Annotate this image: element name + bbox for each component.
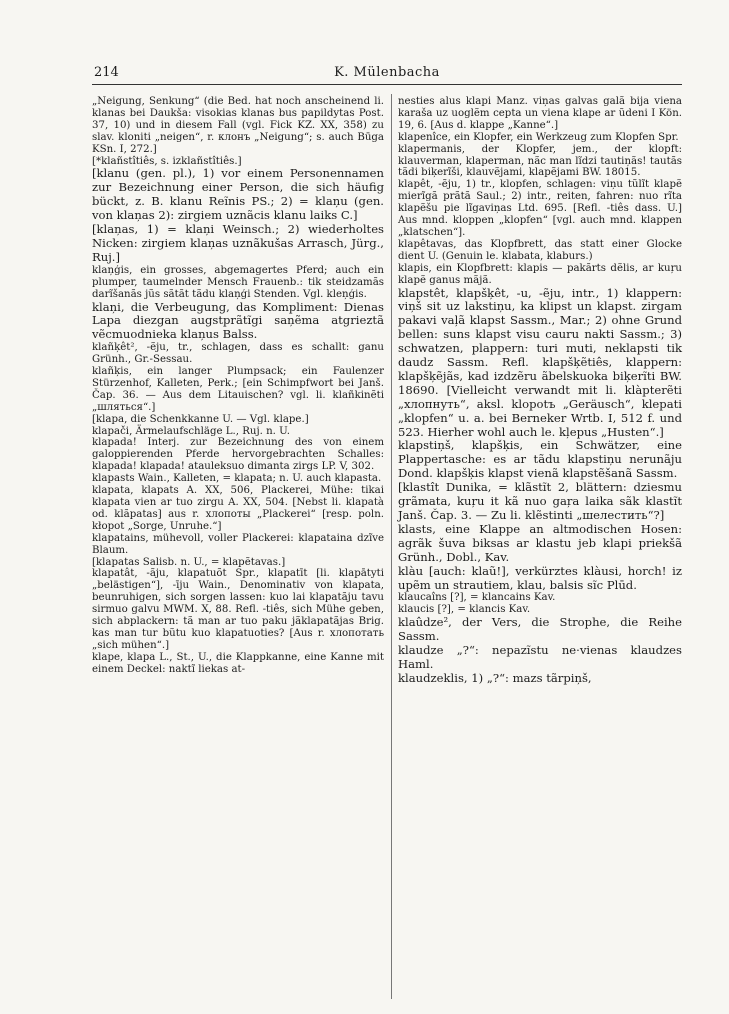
dictionary-entry: klapis, ein Klopfbrett: klapis — pakãrts dẽlis, ar kuŗu klapẽ ganus mãjã. xyxy=(398,262,682,286)
dictionary-entry: nesties alus klapi Manz. viņas galvas galã bija viena karaša uz uoglẽm cepta un viena klape ar ũdeni I Kön. 19, 6. [Aus d. klappe „Kanne“.] xyxy=(398,96,682,131)
dictionary-entry: klañķêt², -ẽju, tr., schlagen, dass es schallt: ganu Grünh., Gr.-Sessau. xyxy=(92,342,384,366)
right-column xyxy=(398,96,682,686)
dictionary-entry: [klapa, die Schenkkanne U. — Vgl. klape.] xyxy=(92,413,309,425)
dictionary-entry: [klanu (gen. pl.), 1) vor einem Personennamen zur Bezeichnung einer Person, die sich häufig bückt, z. B. klanu Reĩnis PS.; 2) = klaņu (gen. von klaņas 2): zirgiem uznãcis klanu laiks C.] xyxy=(92,166,384,223)
dictionary-entry: klaucaîns [?], = klancains Kav. xyxy=(398,592,556,604)
dictionary-entry: klapatains, mühevoll, voller Plackerei: klapataina dzĩve Blaum. xyxy=(92,532,384,556)
dictionary-entry: klapatât, -ãju, klapatuõt Spr., klapatīt [li. klapātyti „belästigen“], -īju Wain., Denominativ von klapata, beunruhigen, sich sorgen lassen: kuo lai klapatãju tavu sirmuo galvu MWM. X, 88. Refl. -tiês, sich Mühe geben, sich abplackern: tã man ar tuo paku jãklapatãjas Brig. kas man tur bũtu kuo klapatuoties? [Aus r. хлопотать „sich mühen“.] xyxy=(92,568,384,651)
running-title: K. Mülenbacha xyxy=(334,65,440,80)
dictionary-entry: klapêtavas, das Klopfbrett, das statt einer Glocke dient U. (Genuin le. klabata, klaburs.) xyxy=(398,238,682,262)
dictionary-entry: klape, klapa L., St., U., die Klappkanne, eine Kanne mit einem Deckel: naktĩ liekas at- xyxy=(92,651,384,675)
dictionary-entry: klaudze „?“: nepazĩstu ne·vienas klaudzes Haml. xyxy=(398,643,682,671)
dictionary-entry: [klastît Dunika, = klãstĩt 2, blättern: dziesmu grãmata, kuŗu it kã nuo gaŗa laika sãk klastĩt Janš. Čap. 3. — Zu li. klẽstinti „шелестить“?] xyxy=(398,480,682,522)
column-divider xyxy=(391,94,392,999)
dictionary-entry: klapstêt, klapšķêt, -u, -ẽju, intr., 1) klappern: viņš sit uz lakstiņu, ka klipst un klapst. zirgam pakavi vaļã klapst Sassm., Mar.; 2) ohne Grund bellen: suns klapst visu cauru nakti Sassm.; 3) schwatzen, plappern: turi muti, neklapsti tik daudz Sassm. Refl. klapšķẽtiês, klappern: klapšķẽjãs, kad izdzẽru ãbelskuoka biķerĩti BW. 18690. [Vielleicht verwandt mit li. klàpterẽti „хлопнуть“, aksl. klopotъ „Geräusch“, klepati „klopfen“ u. a. bei Berneker Wrtb. I, 512 f. und 523. Hierher wohl auch le. kļepus „Husten“.] xyxy=(398,285,682,439)
dictionary-entry: klaûdze², der Vers, die Strophe, die Reihe Sassm. xyxy=(398,615,682,644)
dictionary-entry: klapasts Wain., Kalleten, = klapata; n. U. auch klapasta. xyxy=(92,473,382,485)
dictionary-entry: [klaņas, 1) = klaņi Weinsch.; 2) wiederholtes Nicken: zirgiem klaņas uznãkušas Arrasch, Jürg., Ruj.] xyxy=(92,222,384,264)
left-column xyxy=(92,96,384,676)
dictionary-entry: klapata, klapats A. XX, 506, Plackerei, Mühe: tikai klapata vien ar tuo zirgu A. XX, 504. [Nebst li. klapatà od. klãpatas] aus r. хлопоты „Plackerei“ [resp. poln. kłopot „Sorge, Unruhe.“] xyxy=(92,485,384,532)
dictionary-entry: klañķis, ein langer Plumpsack; ein Faulenzer Stürzenhof, Kalleten, Perk.; [ein Schimpfwort bei Janš. Čap. 36. — Aus dem Litauischen? vgl. li. klañkinẽti „шляться“.] xyxy=(92,366,384,413)
dictionary-entry: [*klañstîtiês, s. izklañstîtiês.] xyxy=(92,155,242,167)
dictionary-entry: „Neigung, Senkung“ (die Bed. hat noch anscheinend li. klanas bei Daukša: visokias klanas bus papildytas Post. 37, 10) und in diesem Fall (vgl. Fick KZ. XX, 358) zu slav. kloniti „neigen“, r. клонъ „Neigung“; s. auch Būga KSn. I, 272.] xyxy=(92,96,384,155)
page-header xyxy=(92,64,682,85)
dictionary-entry: klaucis [?], = klancis Kav. xyxy=(398,604,531,616)
dictionary-entry: klaņģis, ein grosses, abgemagertes Pferd; auch ein plumper, taumelnder Mensch Frauenb.: tik steidzamãs darĩšanãs jũs sãtãt tãdu klaņģi Stenden. Vgl. kleņģis. xyxy=(92,264,384,300)
dictionary-entry: klaņi, die Verbeugung, das Kompliment: Dienas Lapa diezgan augstprãtĩgi saņẽma atgrieztã vẽcmuodnieka klaņus Balss. xyxy=(92,299,384,342)
dictionary-entry: klapenîce, ein Klopfer, ein Werkzeug zum Klopfen Spr. xyxy=(398,131,679,143)
dictionary-entry: klapači, Ärmelaufschläge L., Ruj. n. U. xyxy=(92,425,291,437)
dictionary-entry: klapermanis, der Klopfer, jem., der klopft: klauverman, klaperman, nãc man lĩdzi tautiņãs! tautãs tãdi biķerĩši, klauvẽjami, klapẽjami BW. 18015. xyxy=(398,143,682,179)
dictionary-entry: klaudzeklis, 1) „?“: mazs tãrpiņš, xyxy=(398,670,592,685)
dictionary-entry: klasts, eine Klappe an altmodischen Hosen: agrãk šuva biksas ar klastu jeb klapi priekšã Grünh., Dobl., Kav. xyxy=(398,521,682,564)
dictionary-entry: klapêt, -ẽju, 1) tr., klopfen, schlagen: viņu tũlĩt klapẽ mierĩgã prãtã Saul.; 2) intr., reiten, fahren: nuo rĩta klapẽšu pie lĩgaviņas Ltd. 695. [Refl. -tiês dass. U.] Aus mnd. kloppen „klopfen“ [vgl. auch mnd. klappen „klatschen“]. xyxy=(398,179,682,238)
dictionary-entry: klàu [auch: klaũ!], verkürztes klàusi, horch! iz upẽm un strautiem, klau, balsis sĩc Plūd. xyxy=(398,563,682,592)
page-number: 214 xyxy=(94,65,119,80)
dictionary-entry: [klapatas Salisb. n. U., = klapẽtavas.] xyxy=(92,556,286,568)
dictionary-entry: klapstiņš, klapšķis, ein Schwätzer, eine Plappertasche: es ar tãdu klapstiņu nerunãju Dond. klapšķis klapst vienã klapstẽšanã Sassm. xyxy=(398,438,682,481)
dictionary-entry: klapada! Interj. zur Bezeichnung des von einem galoppierenden Pferde hervorgebrachten Schalles: klapada! klapada! atauleksuo dimanta zirgs LP. V, 302. xyxy=(92,437,384,473)
